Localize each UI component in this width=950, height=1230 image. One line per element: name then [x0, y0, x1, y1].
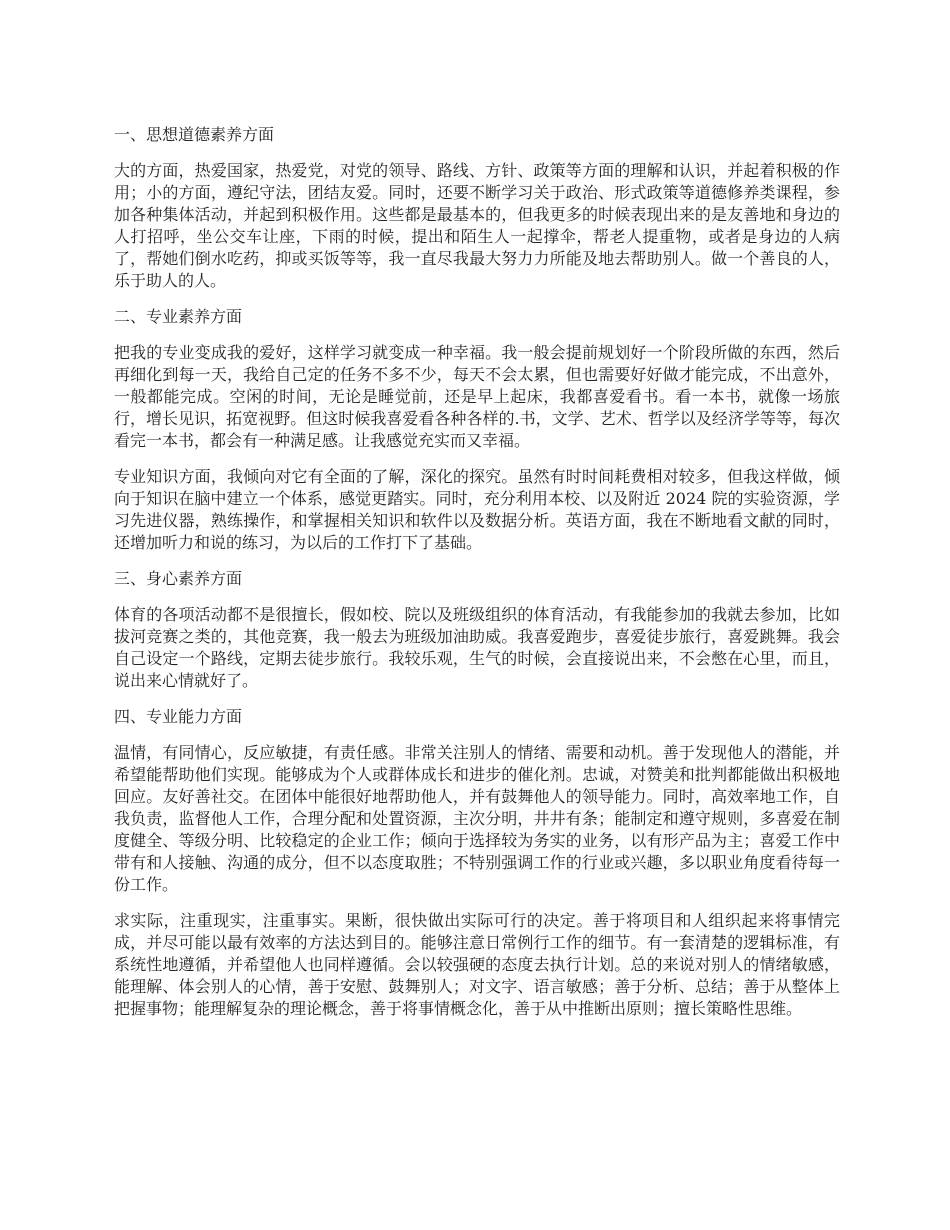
paragraph: 求实际，注重现实，注重事实。果断，很快做出实际可行的决定。善于将项目和人组织起来将事情完成，并尽可能以最有效率的方法达到目的。能够注意日常例行工作的细节。有一套清楚的逻辑标准，有系统性地遵循，并希望他人也同样遵循。会以较强硬的态度去执行计划。总的来说对别人的情绪敏感，能理解、体会别人的心情，善于安慰、鼓舞别人；对文字、语言敏感；善于分析、总结；善于从整体上把握事物；能理解复杂的理论概念，善于将事情概念化，善于从中推断出原则；擅长策略性思维。 — [114, 911, 840, 1018]
section-heading: 一、思想道德素养方面 — [114, 125, 275, 144]
paragraph: 大的方面，热爱国家，热爱党，对党的领导、路线、方针、政策等方面的理解和认识，并起着积极的作用；小的方面，遵纪守法，团结友爱。同时，还要不断学习关于政治、形式政策等道德修养类课程，参加各种集体活动，并起到积极作用。这些都是最基本的，但我更多的时候表现出来的是友善地和身边的人打招呼，坐公交车让座，下雨的时候，提出和陌生人一起撑伞，帮老人提重物，或者是身边的人病了，帮她们倒水吃药，抑或买饭等等，我一直尽我最大努力力所能及地去帮助别人。做一个善良的人，乐于助人的人。 — [114, 161, 840, 290]
section-moral — [114, 124, 840, 292]
section-heading: 三、身心素养方面 — [114, 569, 243, 588]
paragraph: 温情，有同情心，反应敏捷，有责任感。非常关注别人的情绪、需要和动机。善于发现他人的潜能，并希望能帮助他们实现。能够成为个人或群体成长和进步的催化剂。忠诚，对赞美和批判都能做出积极地回应。友好善社交。在团体中能很好地帮助他人，并有鼓舞他人的领导能力。同时，高效率地工作，自我负责，监督他人工作，合理分配和处置资源，主次分明，井井有条；能制定和遵守规则，多喜爱在制度健全、等级分明、比较稳定的企业工作；倾向于选择较为务实的业务，以有形产品为主；喜爱工作中带有和人接触、沟通的成分，但不以态度取胜；不特别强调工作的行业或兴趣，多以职业角度看待每一份工作。 — [114, 743, 840, 894]
paragraph: 体育的各项活动都不是很擅长，假如校、院以及班级组织的体育活动，有我能参加的我就去参加，比如拔河竞赛之类的，其他竞赛，我一般去为班级加油助威。我喜爱跑步，喜爱徒步旅行，喜爱跳舞。我会自己设定一个路线，定期去徒步旅行。我较乐观，生气的时候，会直接说出来，不会憋在心里，而且，说出来心情就好了。 — [114, 605, 840, 690]
section-heading: 二、专业素养方面 — [114, 307, 243, 326]
paragraph: 把我的专业变成我的爱好，这样学习就变成一种幸福。我一般会提前规划好一个阶段所做的东西，然后再细化到每一天，我给自己定的任务不多不少，每天不会太累，但也需要好好做才能完成，不出意外，一般都能完成。空闲的时间，无论是睡觉前，还是早上起床，我都喜爱看书。看一本书，就像一场旅行，增长见识，拓宽视野。但这时候我喜爱看各种各样的.书，文学、艺术、哲学以及经济学等等，每次看完一本书，都会有一种满足感。让我感觉充实而又幸福。 — [114, 343, 840, 450]
paragraph: 专业知识方面，我倾向对它有全面的了解，深化的探究。虽然有时时间耗费相对较多，但我这样做，倾向于知识在脑中建立一个体系，感觉更踏实。同时，充分利用本校、以及附近 2024 院的实验资源，学习先进仪器，熟练操作，和掌握相关知识和软件以及数据分析。英语方面，我在不断地看文献的同时，还增加听力和说的练习，为以后的工作打下了基础。 — [114, 467, 840, 552]
section-heading: 四、专业能力方面 — [114, 707, 243, 726]
document-body — [114, 124, 840, 1034]
section-ability — [114, 706, 840, 1020]
section-professional — [114, 306, 840, 554]
section-physical-mental — [114, 568, 840, 692]
